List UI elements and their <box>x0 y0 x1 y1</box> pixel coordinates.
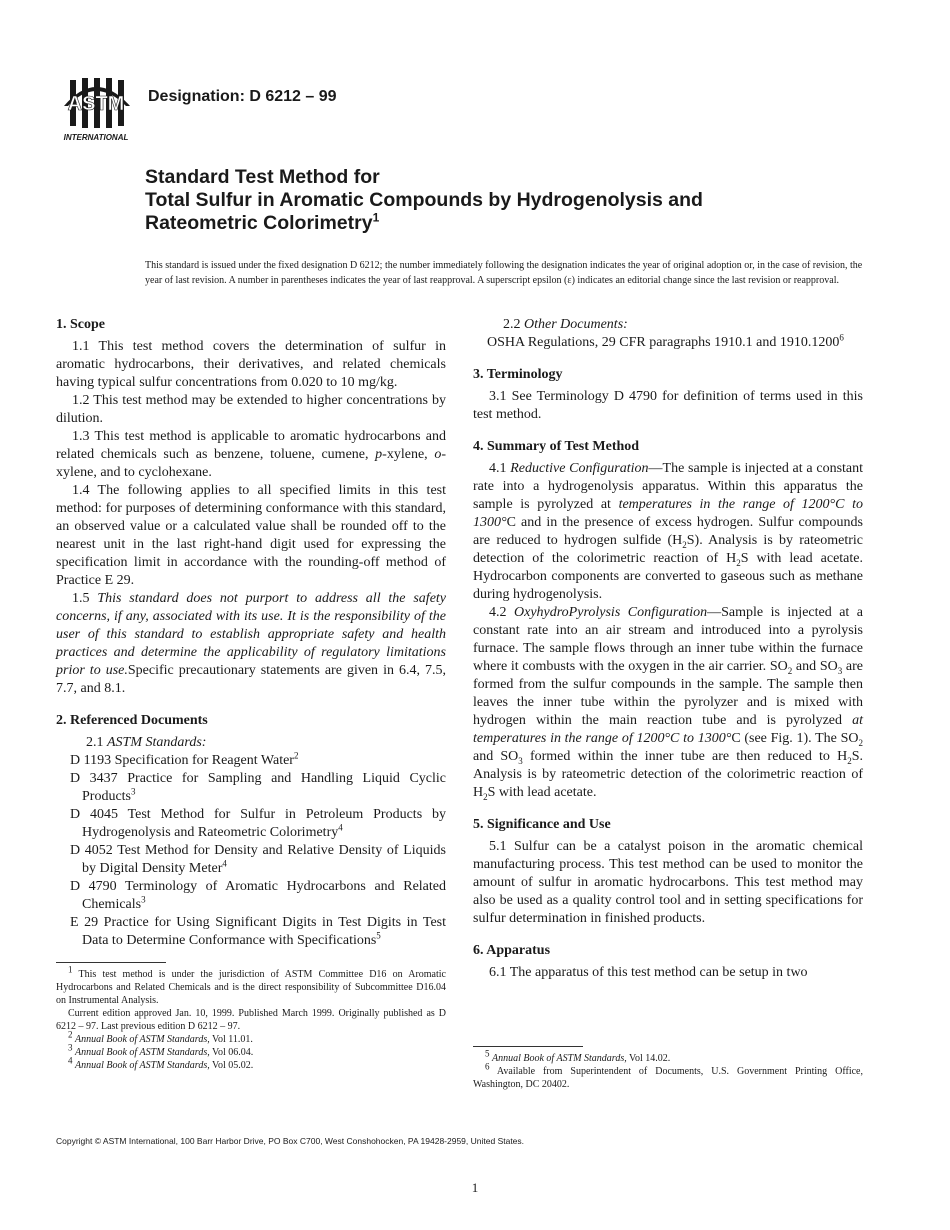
section-heading-summary: 4. Summary of Test Method <box>473 439 640 454</box>
paragraph-3-1: 3.1 See Terminology D 4790 for definition of terms used in this test method. <box>473 389 863 422</box>
section-heading-refdocs: 2. Referenced Documents <box>56 713 208 728</box>
left-column <box>56 316 446 950</box>
footnotes-right <box>473 1048 863 1091</box>
ref-osha: OSHA Regulations, 29 CFR paragraphs 1910.1 and 1910.1200$^6$ <box>487 332 844 350</box>
paragraph-6-1: 6.1 The apparatus of this test method can be setup in two <box>489 965 808 980</box>
paragraph-1-3: 1.3 This test method is applicable to aromatic hydrocarbons and related chemicals such as benzene, toluene, cumene, p-xylene, o-xylene, and to cyclohexane. <box>56 429 446 480</box>
paragraph-1-5: 1.5 This standard does not purport to address all the safety concerns, if any, associated with its use. It is the responsibility of the user of this standard to establish appropriate safety and health practices and determine the applicability of regulatory limitations prior to use.Specific precautionary statements are given in 6.4, 7.5, 7.7, and 8.1. <box>56 591 447 696</box>
designation: Designation: D 6212 – 99 <box>148 88 337 105</box>
title-line-3: Rateometric Colorimetry$^1$ <box>145 210 380 234</box>
footnote-4: $^4$ Annual Book of ASTM Standards, Vol 05.02. <box>68 1055 254 1071</box>
section-heading-apparatus: 6. Apparatus <box>473 943 551 958</box>
paragraph-5-1: 5.1 Sulfur can be a catalyst poison in the aromatic chemical manufacturing process. This test method can be used to monitor the amount of sulfur in aromatic hydrocarbons. This test method may also be used as a quality control tool and in setting specifications for sulfur determination in finished products. <box>473 839 863 926</box>
subsection-2-1: 2.1 ASTM Standards: <box>86 735 207 750</box>
footnote-1: $^1$ This test method is under the jurisdiction of ASTM Committee D16 on Aromatic Hydrocarbons and Related Chemicals and is the direct responsibility of Subcommittee D16.04 on Instrumental Analysis. <box>56 964 446 1006</box>
subsection-2-2: 2.2 Other Documents: <box>503 317 628 332</box>
ref-d4790: D 4790 Terminology of Aromatic Hydrocarbons and Related Chemicals$^3$ <box>70 879 446 912</box>
section-heading-terminology: 3. Terminology <box>473 367 563 382</box>
section-heading-significance: 5. Significance and Use <box>473 817 611 832</box>
section-heading-scope: 1. Scope <box>56 317 105 332</box>
footnote-5: $^5$ Annual Book of ASTM Standards, Vol 14.02. <box>485 1048 671 1064</box>
page-number: 1 <box>471 1180 479 1195</box>
paragraph-1-1: 1.1 This test method covers the determination of sulfur in aromatic hydrocarbons, their derivatives, and related chemicals having typical sulfur concentrations from 0.020 to 10 mg/kg. <box>56 339 446 390</box>
paragraph-4-2: 4.2 OxyhydroPyrolysis Configuration—Sample is injected at a constant rate into an air stream and introduced into a pyrolysis furnace. The sample flows through an inner tube within the furnace where it combusts with the oxygen in the air carrier. $SO_2$ and $SO_3$ are formed from the sulfur compounds in the sample. The sample then leaves the inner tube within the pyrolyzer and is mixed with hydrogen within the main reaction tube and is pyrolyzed at temperatures in the range of 1200°C to 1300°C (see Fig. 1). The $SO_2$ and $SO_3$ formed within the inner tube are then reduced to $H_2S$. Analysis is by rateometric detection of the colorimetric reaction of $H_2S$ with lead acetate. <box>473 605 864 802</box>
footnote-6: $^6$ Available from Superintendent of Documents, U.S. Government Printing Office, Washington, DC 20402. <box>473 1061 863 1090</box>
intro-paragraph: This standard is issued under the fixed designation D 6212; the number immediately following the designation indicates the year of original adoption or, in the case of revision, the year of last revision. A number in parentheses indicates the year of last reapproval. A superscript epsilon (ε) indicates an editorial change since the last revision or reapproval. <box>145 260 863 286</box>
title-line-1: Standard Test Method for <box>145 166 380 188</box>
footnote-2: $^2$ Annual Book of ASTM Standards, Vol 11.01. <box>68 1029 253 1045</box>
footnote-divider-right <box>473 1046 583 1047</box>
paragraph-1-2: 1.2 This test method may be extended to higher concentrations by dilution. <box>56 393 446 426</box>
right-column <box>473 316 863 982</box>
ref-d4052: D 4052 Test Method for Density and Relative Density of Liquids by Digital Density Meter$^4$ <box>70 843 446 876</box>
document-title <box>145 166 845 235</box>
ref-d4045: D 4045 Test Method for Sulfur in Petroleum Products by Hydrogenolysis and Rateometric Colorimetry$^4$ <box>70 807 446 840</box>
logo-text: ASTM <box>67 93 125 115</box>
ref-d1193: D 1193 Specification for Reagent Water$^2$ <box>70 750 299 768</box>
copyright-notice: Copyright © ASTM International, 100 Barr Harbor Drive, PO Box C700, West Conshohocken, PA 19428-2959, United States. <box>56 1136 525 1146</box>
paragraph-1-4: 1.4 The following applies to all specified limits in this test method: for purposes of determining conformance with this standard, an observed value or a calculated value shall be rounded off to the nearest unit in the last right-hand digit used for expressing the specification limit in accordance with the rounding-off method of Practice E 29. <box>56 483 446 588</box>
footnote-1b: Current edition approved Jan. 10, 1999. Published March 1999. Originally published as D 6212 – 97. Last previous edition D 6212 – 97. <box>56 1008 446 1032</box>
footnote-divider-left <box>56 962 166 963</box>
footnotes-left <box>56 964 446 1072</box>
ref-d3437: D 3437 Practice for Sampling and Handling Liquid Cyclic Products$^3$ <box>70 771 446 804</box>
title-line-2: Total Sulfur in Aromatic Compounds by Hydrogenolysis and <box>145 189 703 211</box>
astm-logo <box>56 76 136 144</box>
footnote-3: $^3$ Annual Book of ASTM Standards, Vol 06.04. <box>68 1042 254 1058</box>
paragraph-4-1: 4.1 Reductive Configuration—The sample is injected at a constant rate into a hydrogenolysis apparatus. Within this apparatus the sample is pyrolyzed at temperatures in the range of 1200°C to 1300°C and in the presence of excess hydrogen. Sulfur compounds are reduced to hydrogen sulfide $(H_2S)$. Analysis is by rateometric detection of the colorimetric reaction of $H_2S$ with lead acetate. Hydrocarbon components are converted to gaseous such as methane during hydrogenolysis. <box>473 461 864 602</box>
ref-e29: E 29 Practice for Using Significant Digits in Test Digits in Test Data to Determine Conformance with Specifications$^5$ <box>70 915 446 948</box>
logo-subtext: INTERNATIONAL <box>63 133 129 142</box>
